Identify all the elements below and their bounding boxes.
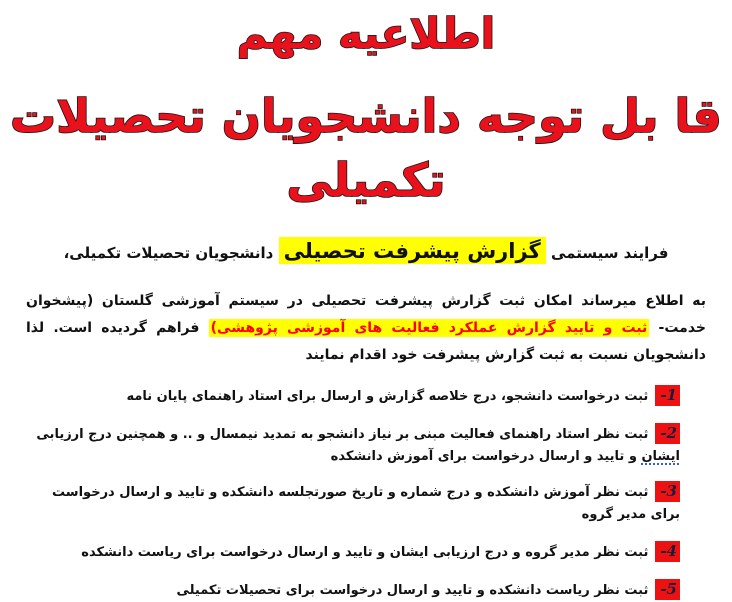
announcement-document xyxy=(0,6,732,598)
lead-highlight: گزارش پیشرفت تحصیلی xyxy=(279,237,546,264)
intro-paragraph xyxy=(26,288,706,369)
item-2-text-after: و تایید و ارسال درخواست برای آموزش دانشکده xyxy=(330,449,642,464)
item-3-number-badge: 3- xyxy=(655,481,680,502)
item-5-number-badge: 5- xyxy=(655,579,680,600)
item-1-text: ثبت درخواست دانشجو، درج خلاصه گزارش و ارسال برای استاد راهنمای پایان نامه xyxy=(126,389,649,404)
lead-text-start: فرایند سیستمی xyxy=(545,244,669,262)
item-2-number-badge: 2- xyxy=(655,423,680,444)
item-5-text: ثبت نظر ریاست دانشکده و تایید و ارسال درخواست برای تحصیلات تکمیلی xyxy=(176,583,649,598)
list-item-4 xyxy=(22,541,680,564)
item-1-number-badge: 1- xyxy=(655,385,680,406)
item-4-number-badge: 4- xyxy=(655,541,680,562)
item-2-spellcheck-underlined-word: ایشان xyxy=(641,449,680,464)
list-item-5 xyxy=(22,579,680,602)
intro-text-start: به اطلاع میرساند امکان ثبت گزارش پیشرفت تحصیلی در سیستم آموزشی گلستان (پیشخوان خدمت- xyxy=(26,293,706,336)
list-item-1 xyxy=(22,385,680,408)
item-3-text: ثبت نظر آموزش دانشکده و درج شماره و تاریخ صورتجلسه دانشکده و تایید و ارسال درخواست برای مدیر گروه xyxy=(52,485,680,522)
intro-highlight: ثبت و تایید گزارش عملکرد فعالیت های آموزشی پژوهشی) xyxy=(210,320,648,336)
list-item-2 xyxy=(22,423,680,468)
item-2-text-before: ثبت نظر استاد راهنمای فعالیت مبنی بر نیاز دانشجو به تمدید نیمسال و .. و همچنین درج ارزیابی xyxy=(36,427,649,442)
progress-steps-list xyxy=(0,385,732,602)
intro-text-end: فراهم گردیده است. لذا دانشجویان نسبت به ثبت گزارش پیشرفت خود اقدام نمایند xyxy=(26,320,706,363)
page-title-main: اطلاعیه مهم xyxy=(236,9,496,58)
lead-text-end: دانشجویان تحصیلات تکمیلی، xyxy=(63,244,279,262)
lead-line xyxy=(0,236,732,268)
list-item-3 xyxy=(22,481,680,526)
page-title-sub: قا بل توجه دانشجویان تحصیلات تکمیلی xyxy=(10,89,722,207)
item-4-text: ثبت نظر مدیر گروه و درج ارزیابی ایشان و تایید و ارسال درخواست برای ریاست دانشکده xyxy=(81,545,649,560)
